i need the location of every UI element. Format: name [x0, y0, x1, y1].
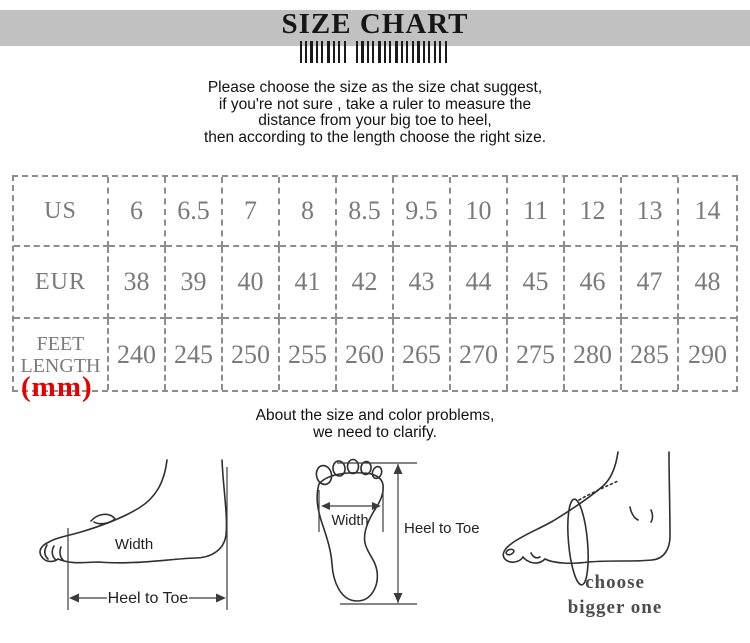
size-cell: 265 — [394, 319, 451, 390]
row-header-line: LENGTH — [20, 354, 101, 377]
size-cell: 12 — [565, 177, 622, 247]
size-cell: 47 — [622, 247, 679, 319]
clarify-line: we need to clarify. — [313, 424, 437, 441]
size-cell: 48 — [679, 247, 736, 319]
intro-line: Please choose the size as the size chat suggest, — [207, 79, 543, 96]
size-cell: 255 — [280, 319, 337, 390]
diagram-foot-girth-view — [495, 450, 750, 642]
size-cell: 7 — [223, 177, 280, 247]
big-toe — [315, 464, 334, 486]
intro-line: if you're not sure , take a ruler to measure the — [218, 95, 532, 113]
title-block — [0, 8, 750, 63]
size-cell: 285 — [622, 319, 679, 390]
diagram-foot-side-view — [25, 458, 275, 618]
size-cell: 41 — [280, 247, 337, 319]
toenail — [505, 548, 514, 555]
clarify-line: About the size and color problems, — [255, 407, 495, 424]
size-cell: 250 — [223, 319, 280, 390]
size-cell: 290 — [688, 339, 727, 369]
arrowhead-up-icon — [394, 464, 403, 474]
barcode-icon — [300, 41, 450, 63]
heel-to-toe-label: Heel to Toe — [404, 520, 480, 537]
toe-line — [45, 545, 48, 559]
toe-line — [52, 546, 56, 560]
size-cell: 275 — [508, 319, 565, 390]
caption-line: bigger one — [567, 597, 663, 618]
size-cell: 46 — [565, 247, 622, 319]
size-cell: 42 — [337, 247, 394, 319]
ankle-crease — [630, 507, 638, 520]
size-cell: 245 — [166, 319, 223, 390]
size-cell: 45 — [508, 247, 565, 319]
size-cell: 240 — [109, 319, 166, 390]
size-cell: 11 — [508, 177, 565, 247]
arrowhead-left-icon — [321, 502, 330, 510]
sole-outline — [317, 473, 383, 601]
arrowhead-left-icon — [69, 594, 79, 603]
size-cell: 10 — [451, 177, 508, 247]
size-cell: 260 — [337, 319, 394, 390]
ankle-crease — [651, 510, 653, 522]
caption-line: choose — [585, 572, 645, 593]
toe — [348, 460, 359, 474]
size-cell: 6 — [109, 177, 166, 247]
toe — [371, 465, 383, 479]
intro-line: then according to the length choose the right size. — [203, 128, 547, 146]
toe-line — [60, 547, 63, 560]
diagram-foot-sole-view — [295, 452, 485, 637]
size-cell: 39 — [166, 247, 223, 319]
size-cell: 14 — [679, 177, 736, 247]
row-header-line: FEET — [36, 332, 85, 355]
arrowhead-right-icon — [372, 502, 381, 510]
unit-label-mm: (mm) — [21, 371, 93, 403]
intro-line: distance from your big toe to heel, — [258, 112, 492, 129]
clarify-text — [0, 407, 750, 441]
size-cell: 8 — [280, 177, 337, 247]
width-label: Width — [114, 536, 154, 553]
foot-outline — [503, 452, 670, 563]
size-cell: 9.5 — [394, 177, 451, 247]
size-cell: 44 — [451, 247, 508, 319]
dotted-instep-line — [579, 481, 618, 500]
page-title: SIZE CHART — [281, 8, 469, 40]
toe-crease — [531, 553, 540, 558]
size-cell: 43 — [394, 247, 451, 319]
size-cell: 6.5 — [166, 177, 223, 247]
intro-text — [0, 80, 750, 146]
size-table — [12, 175, 738, 392]
heel-to-toe-label: Heel to Toe — [107, 590, 189, 607]
size-cell: 13 — [622, 177, 679, 247]
arrowhead-right-icon — [216, 594, 226, 603]
arrowhead-down-icon — [394, 593, 403, 603]
size-cell: 8.5 — [337, 177, 394, 247]
row-header-us: US — [14, 177, 109, 247]
size-cell: 270 — [451, 319, 508, 390]
width-label: Width — [331, 513, 369, 529]
size-cell: 40 — [223, 247, 280, 319]
size-cell: 280 — [565, 319, 622, 390]
row-header-eur: EUR — [14, 247, 109, 319]
size-cell: 38 — [109, 247, 166, 319]
